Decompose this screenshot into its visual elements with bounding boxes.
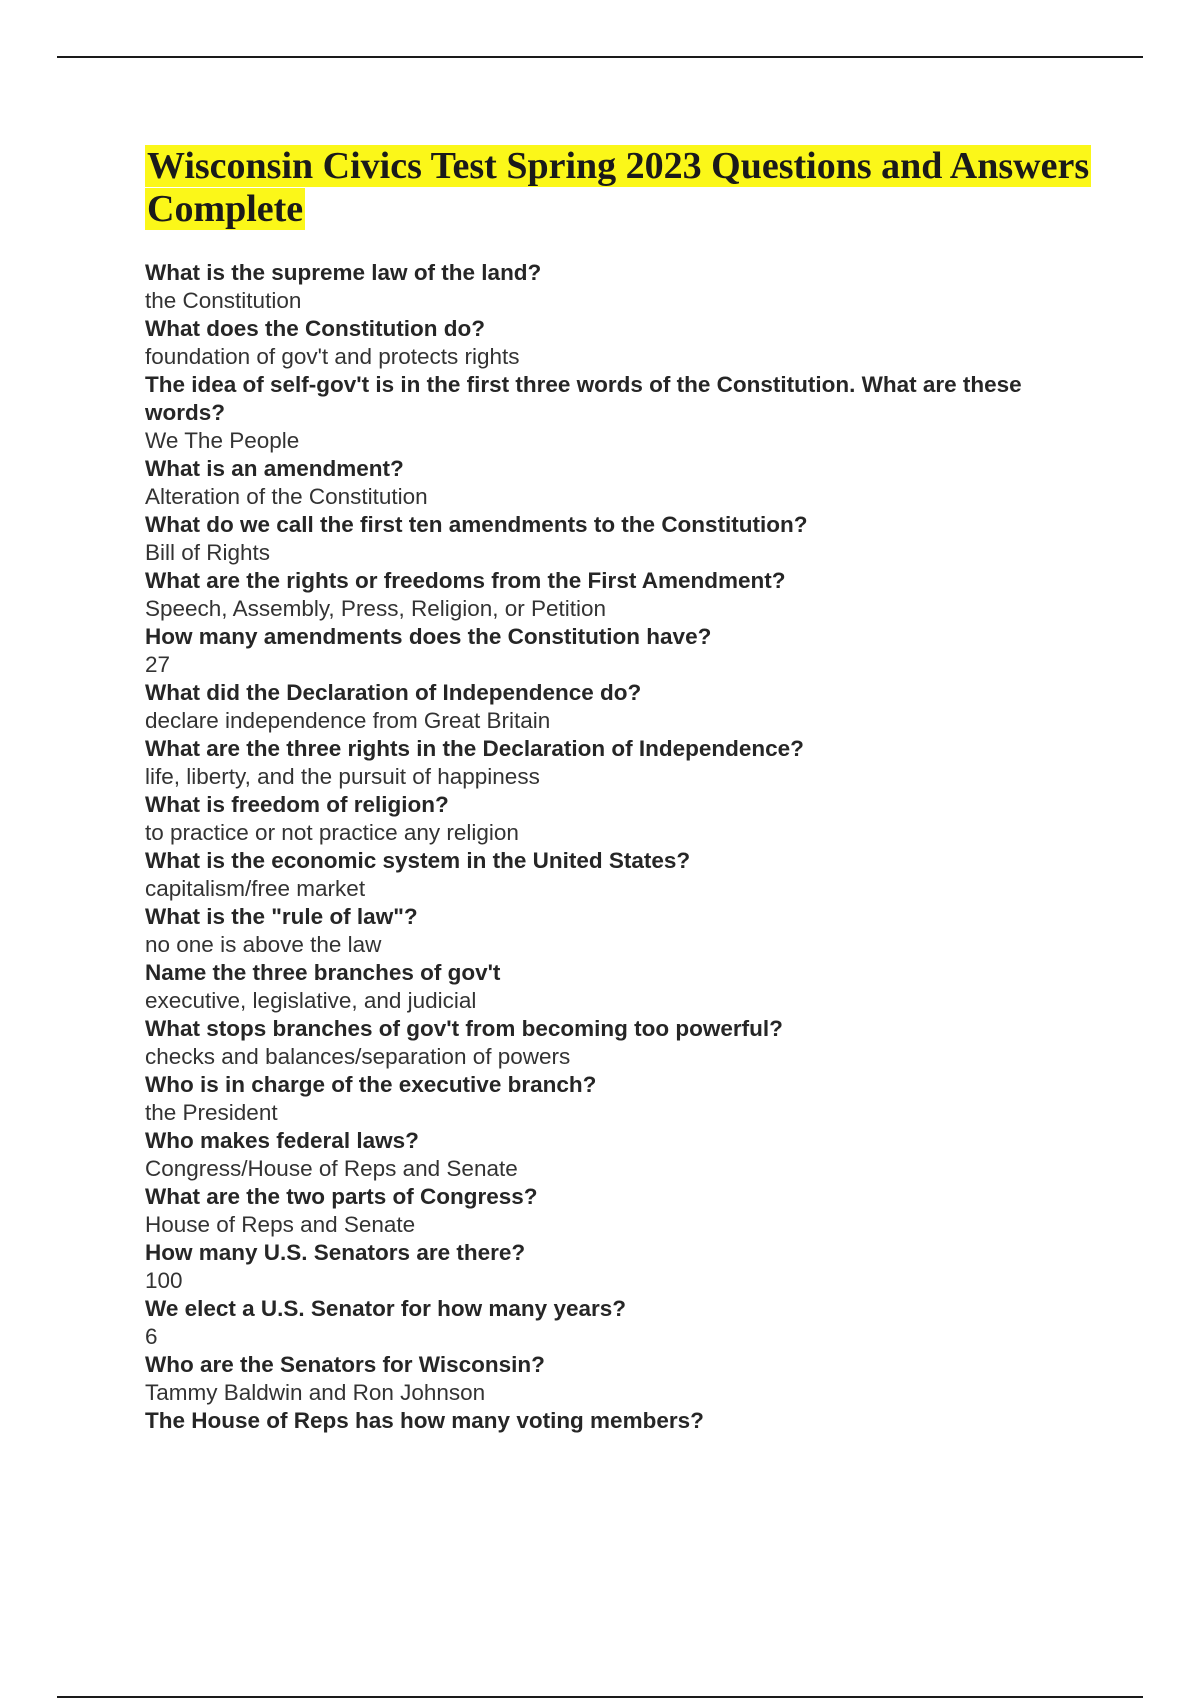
question: What stops branches of gov't from becoming too powerful? xyxy=(145,1016,783,1041)
question: What do we call the first ten amendments to the Constitution? xyxy=(145,512,808,537)
question: How many amendments does the Constitution have? xyxy=(145,624,712,649)
document-title xyxy=(145,145,1105,231)
answer: 6 xyxy=(145,1324,158,1349)
question: What are the two parts of Congress? xyxy=(145,1184,538,1209)
answer: declare independence from Great Britain xyxy=(145,708,551,733)
question: What is the economic system in the United States? xyxy=(145,848,691,873)
answer: Speech, Assembly, Press, Religion, or Petition xyxy=(145,596,607,621)
answer: Bill of Rights xyxy=(145,540,271,565)
question: Who are the Senators for Wisconsin? xyxy=(145,1352,545,1377)
answer: foundation of gov't and protects rights xyxy=(145,344,520,369)
question: Name the three branches of gov't xyxy=(145,960,501,985)
question: What is the "rule of law"? xyxy=(145,904,418,929)
answer: no one is above the law xyxy=(145,932,382,957)
answer: Congress/House of Reps and Senate xyxy=(145,1156,518,1181)
question: What are the three rights in the Declaration of Independence? xyxy=(145,736,804,761)
answer: 27 xyxy=(145,652,171,677)
question: The House of Reps has how many voting members? xyxy=(145,1408,704,1433)
answer: Tammy Baldwin and Ron Johnson xyxy=(145,1380,486,1405)
question: We elect a U.S. Senator for how many years? xyxy=(145,1296,626,1321)
document-content xyxy=(145,145,1105,1435)
answer: Alteration of the Constitution xyxy=(145,484,428,509)
question: What is an amendment? xyxy=(145,456,404,481)
answer: checks and balances/separation of powers xyxy=(145,1044,571,1069)
question: The idea of self-gov't is in the first three words of the Constitution. What are these words? xyxy=(145,372,1022,425)
question: Who is in charge of the executive branch? xyxy=(145,1072,597,1097)
answer: capitalism/free market xyxy=(145,876,366,901)
bottom-rule xyxy=(57,1696,1143,1698)
answer: 100 xyxy=(145,1268,183,1293)
qa-list xyxy=(145,259,1105,1435)
question: What does the Constitution do? xyxy=(145,316,485,341)
question: What did the Declaration of Independence do? xyxy=(145,680,642,705)
answer: the President xyxy=(145,1100,278,1125)
question: What is the supreme law of the land? xyxy=(145,260,542,285)
answer: executive, legislative, and judicial xyxy=(145,988,477,1013)
title-highlight: Wisconsin Civics Test Spring 2023 Questions and Answers Complete xyxy=(147,145,1090,230)
top-rule xyxy=(57,56,1143,58)
question: What is freedom of religion? xyxy=(145,792,449,817)
question: What are the rights or freedoms from the First Amendment? xyxy=(145,568,786,593)
answer: the Constitution xyxy=(145,288,302,313)
question: How many U.S. Senators are there? xyxy=(145,1240,526,1265)
answer: We The People xyxy=(145,428,300,453)
question: Who makes federal laws? xyxy=(145,1128,419,1153)
answer: to practice or not practice any religion xyxy=(145,820,519,845)
answer: House of Reps and Senate xyxy=(145,1212,416,1237)
answer: life, liberty, and the pursuit of happiness xyxy=(145,764,540,789)
